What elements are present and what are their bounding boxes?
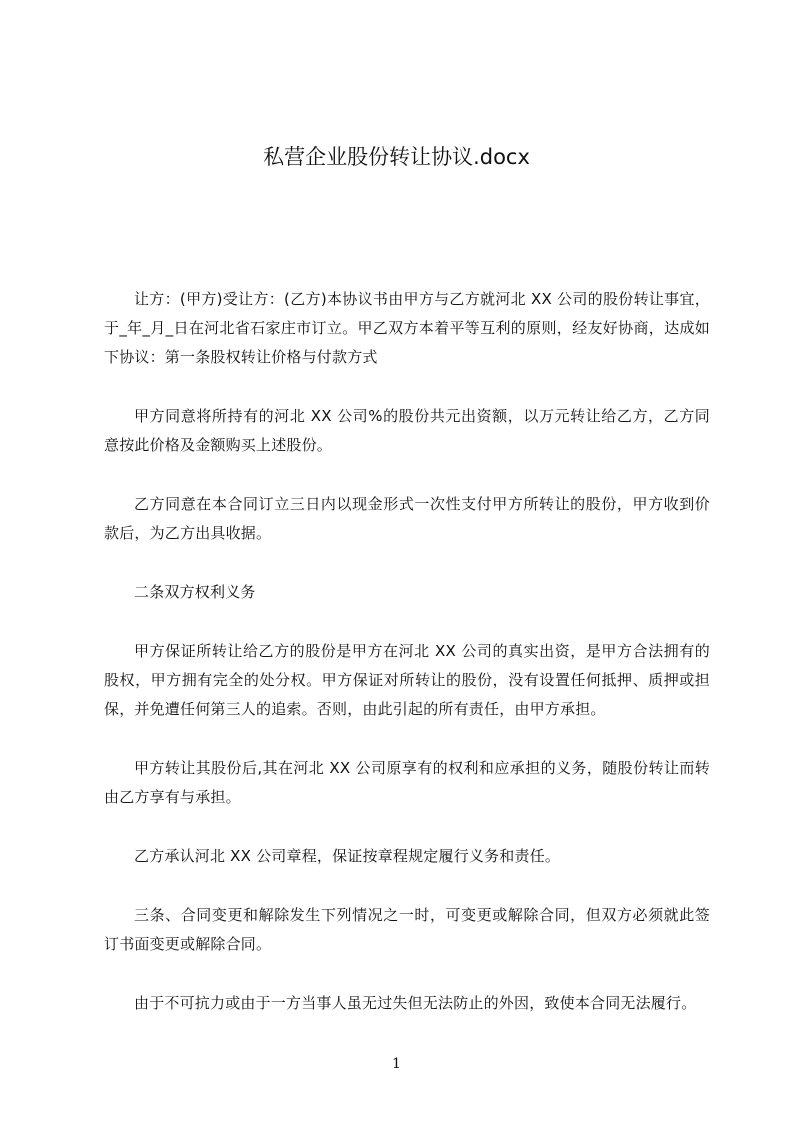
paragraph-rights-transfer: 甲方转让其股份后,其在河北 XX 公司原享有的权利和应承担的义务，随股份转让而转由乙方享有与承担。 xyxy=(104,759,710,806)
document-title: 私营企业股份转让协议.docx xyxy=(263,145,530,169)
paragraph-transfer-price: 甲方同意将所持有的河北 XX 公司%的股份共元出资额，以万元转让给乙方，乙方同意按此价格及金额购买上述股份。 xyxy=(104,407,710,454)
page-number: 1 xyxy=(392,1056,401,1072)
paragraph-payment: 乙方同意在本合同订立三日内以现金形式一次性支付甲方所转让的股份，甲方收到价款后，为乙方出具收据。 xyxy=(104,495,710,542)
document-body xyxy=(104,285,710,1048)
paragraph-articles-acceptance: 乙方承认河北 XX 公司章程，保证按章程规定履行义务和责任。 xyxy=(134,847,561,865)
paragraph-preamble: 让方：(甲方)受让方：(乙方)本协议书由甲方与乙方就河北 XX 公司的股份转让事宜，于_年_月_日在河北省石家庄市订立。甲乙双方本着平等互利的原则，经友好协商，达成如下协议：第一条股权转让价格与付款方式 xyxy=(104,290,710,366)
paragraph-section-three: 三条、合同变更和解除发生下列情况之一时，可变更或解除合同，但双方必须就此签订书面变更或解除合同。 xyxy=(104,906,710,953)
paragraph-section-two-heading: 二条双方权利义务 xyxy=(134,583,256,601)
paragraph-seller-guarantee: 甲方保证所转让给乙方的股份是甲方在河北 XX 公司的真实出资，是甲方合法拥有的股权，甲方拥有完全的处分权。甲方保证对所转让的股份，没有设置任何抵押、质押或担保，并免遭任何第三人的追索。否则，由此引起的所有责任，由甲方承担。 xyxy=(104,642,710,718)
paragraph-force-majeure: 由于不可抗力或由于一方当事人虽无过失但无法防止的外因，致使本合同无法履行。 xyxy=(134,994,697,1012)
